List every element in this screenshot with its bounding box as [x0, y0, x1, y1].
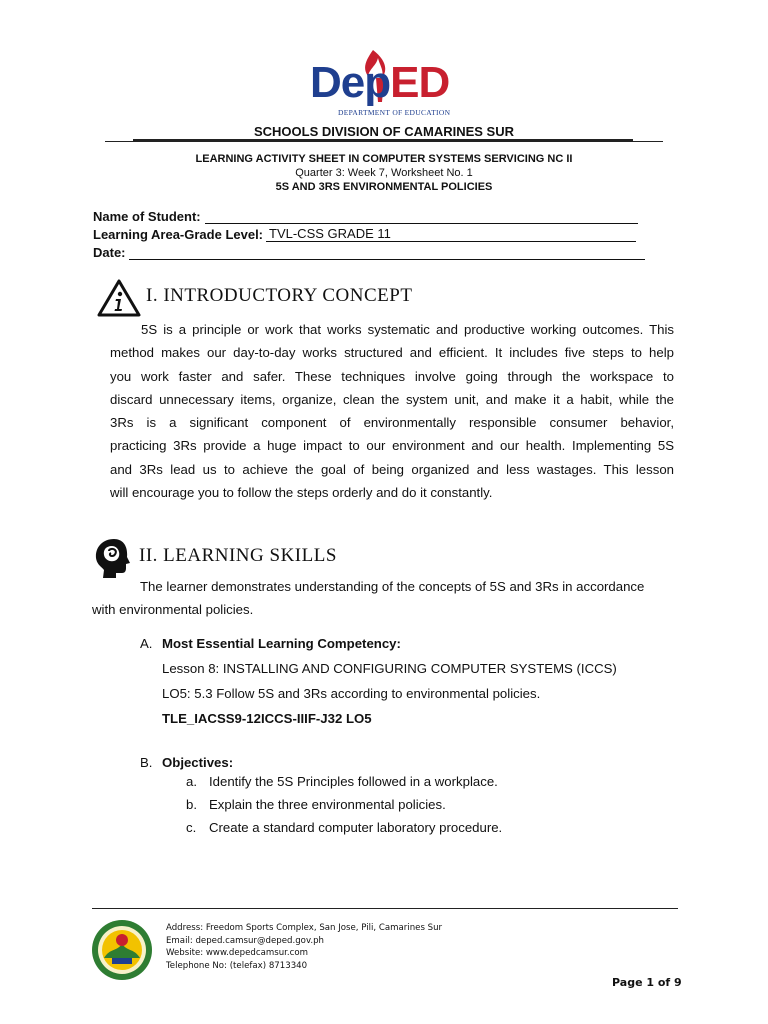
- objective-item: Identify the 5S Principles followed in a workplace.: [209, 774, 498, 789]
- division-seal-icon: [90, 918, 154, 982]
- sheet-title: LEARNING ACTIVITY SHEET IN COMPUTER SYSTEMS SERVICING NC II: [195, 153, 573, 165]
- intro-line: 3Rs is a significant component of environmentally responsible consumer behavior,: [110, 415, 674, 431]
- objectives-title: Objectives:: [162, 755, 234, 770]
- header-divider: [105, 141, 663, 142]
- division-title: SCHOOLS DIVISION OF CAMARINES SUR: [253, 124, 515, 139]
- learning-area-row: [93, 225, 636, 242]
- learning-area-field[interactable]: TVL-CSS GRADE 11: [266, 226, 636, 242]
- footer-website[interactable]: Website: www.depedcamsur.com: [166, 948, 308, 958]
- logo-wordmark: DepED: [310, 58, 450, 107]
- footer-address: Address: Freedom Sports Complex, San Jose, Pili, Camarines Sur: [166, 923, 443, 933]
- topic-title: 5S AND 3RS ENVIRONMENTAL POLICIES: [275, 181, 493, 193]
- head-brain-icon: [92, 536, 136, 580]
- intro-line: 5S is a principle or work that works systematic and productive working outcomes. This: [141, 322, 674, 337]
- date-label: Date:: [93, 245, 126, 260]
- student-name-row: [93, 207, 638, 224]
- header-divider-thick: [133, 139, 633, 141]
- date-field[interactable]: [129, 244, 645, 260]
- objective-marker: b.: [186, 797, 197, 812]
- competency-code: TLE_IACSS9-12ICCS-IIIF-J32 LO5: [162, 711, 372, 726]
- learning-area-label: Learning Area-Grade Level:: [93, 227, 264, 242]
- footer-contact: [166, 922, 442, 972]
- student-name-label: Name of Student:: [93, 209, 201, 224]
- page-number: Page 1 of 9: [612, 976, 682, 989]
- intro-line: and 3Rs lead us to achieve the goal of being organized and less wastages. This lesson: [110, 461, 674, 477]
- objective-marker: c.: [186, 820, 197, 835]
- footer-telephone: Telephone No: (telefax) 8713340: [166, 960, 308, 971]
- intro-line: method makes our day-to-day works structured and efficient. It includes five steps to help: [110, 345, 674, 361]
- competency-marker: A.: [140, 636, 153, 651]
- lesson-line: Lesson 8: INSTALLING AND CONFIGURING COMPUTER SYSTEMS (ICCS): [162, 661, 617, 676]
- date-row: [93, 243, 645, 260]
- logo-subtitle: DEPARTMENT OF EDUCATION: [338, 108, 451, 117]
- week-line: Quarter 3: Week 7, Worksheet No. 1: [295, 167, 473, 179]
- footer-email[interactable]: Email: deped.camsur@deped.gov.ph: [166, 935, 324, 946]
- student-name-field[interactable]: [205, 208, 638, 224]
- objective-item: Explain the three environmental policies.: [209, 797, 446, 812]
- intro-line: will encourage you to follow the steps orderly and do it constantly.: [110, 485, 493, 501]
- skills-intro-line1: The learner demonstrates understanding of the concepts of 5S and 3Rs in accordance: [140, 579, 645, 594]
- footer-divider: [92, 908, 678, 909]
- competency-title: Most Essential Learning Competency:: [162, 636, 401, 651]
- objective-marker: a.: [186, 774, 197, 789]
- intro-line: you work faster and safer. These techniques involve going through the workspace to: [110, 368, 674, 384]
- intro-line: practicing 3Rs provide a huge impact to our environment and our health. Implementing 5S: [110, 438, 674, 454]
- objective-item: Create a standard computer laboratory procedure.: [209, 820, 503, 835]
- section-intro-title: I. INTRODUCTORY CONCEPT: [146, 285, 413, 306]
- intro-paragraph: [110, 322, 674, 508]
- lo-line: LO5: 5.3 Follow 5S and 3Rs according to environmental policies.: [162, 686, 541, 701]
- section-skills-title: II. LEARNING SKILLS: [139, 545, 337, 566]
- info-triangle-icon: [96, 278, 142, 318]
- intro-line: discard unnecessary items, organize, clean the system unit, and make it a habit, while the: [110, 391, 674, 407]
- objectives-marker: B.: [140, 755, 153, 770]
- skills-intro-line2: with environmental policies.: [92, 602, 254, 617]
